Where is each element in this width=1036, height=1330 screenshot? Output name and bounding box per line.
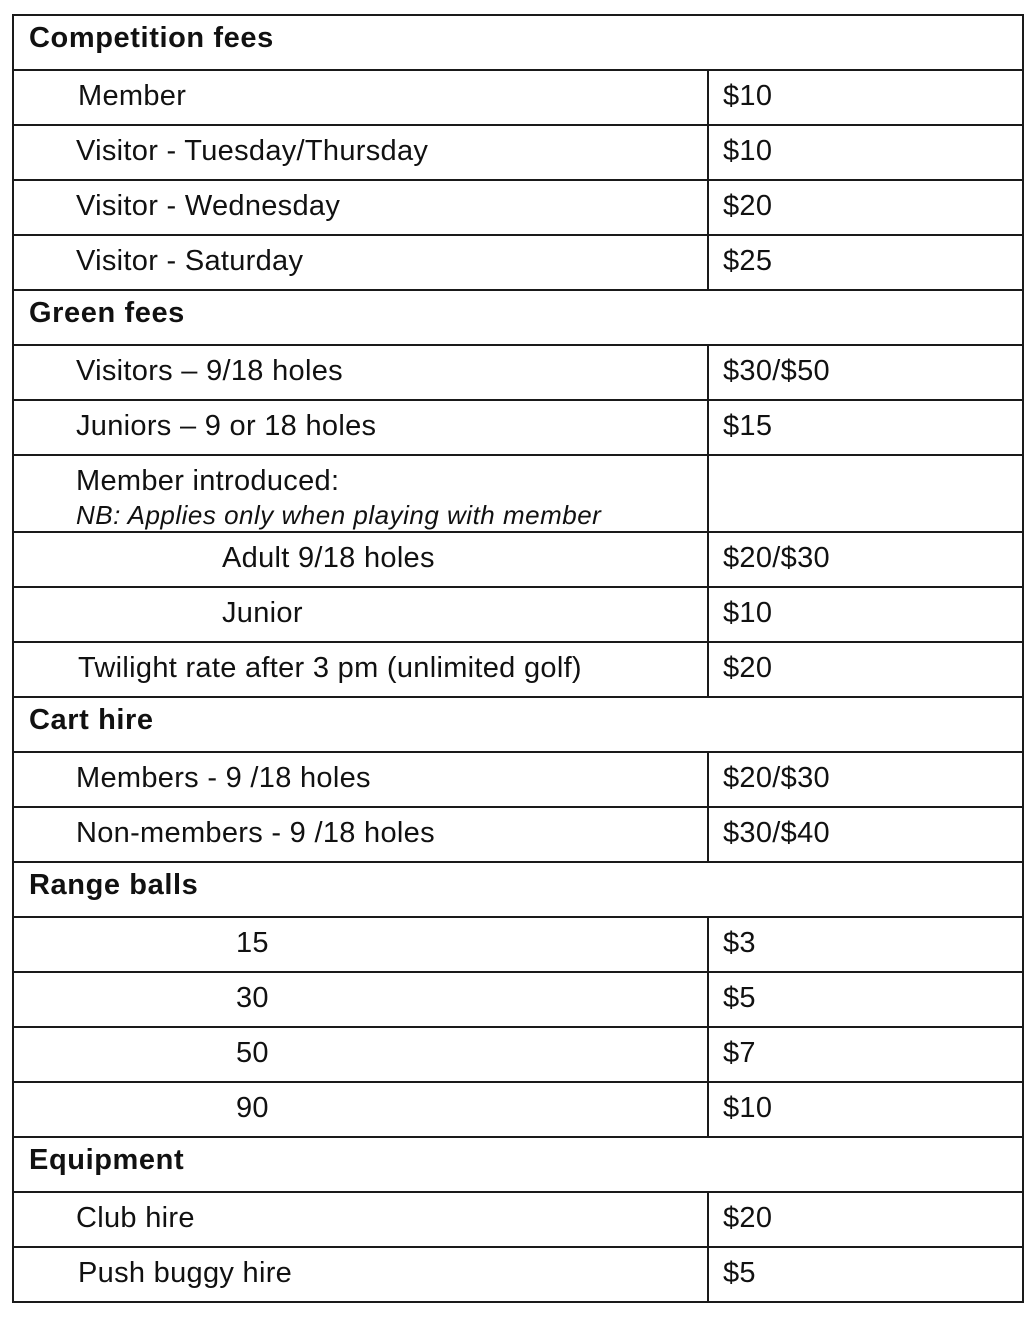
table-row — [13, 455, 1023, 532]
table-row — [13, 1082, 1023, 1137]
row-label: Junior — [13, 587, 708, 642]
table-row — [13, 1192, 1023, 1247]
table-row — [13, 125, 1023, 180]
row-price: $10 — [708, 587, 1023, 642]
row-label: 15 — [13, 917, 708, 972]
row-price: $20 — [708, 1192, 1023, 1247]
section-header-row — [13, 697, 1023, 752]
table-row — [13, 532, 1023, 587]
row-note: NB: Applies only when playing with member — [76, 500, 602, 530]
section-title-green-fees: Green fees — [13, 290, 1023, 345]
table-row — [13, 752, 1023, 807]
row-label: Push buggy hire — [13, 1247, 708, 1302]
section-header-row — [13, 290, 1023, 345]
section-title-equipment: Equipment — [13, 1137, 1023, 1192]
table-row — [13, 235, 1023, 290]
section-title-range-balls: Range balls — [13, 862, 1023, 917]
section-header-row — [13, 862, 1023, 917]
row-label: Non-members - 9 /18 holes — [13, 807, 708, 862]
row-label: Visitor - Saturday — [13, 235, 708, 290]
section-title-competition-fees: Competition fees — [13, 15, 1023, 70]
row-price: $10 — [708, 70, 1023, 125]
row-label: Member introduced: — [76, 465, 340, 497]
table-row — [13, 400, 1023, 455]
table-row — [13, 917, 1023, 972]
row-label: 90 — [13, 1082, 708, 1137]
row-label: Members - 9 /18 holes — [13, 752, 708, 807]
row-label: Twilight rate after 3 pm (unlimited golf) — [13, 642, 708, 697]
row-price: $25 — [708, 235, 1023, 290]
row-price: $30/$50 — [708, 345, 1023, 400]
row-price: $5 — [708, 972, 1023, 1027]
section-header-row — [13, 1137, 1023, 1192]
row-price: $10 — [708, 125, 1023, 180]
table-row — [13, 180, 1023, 235]
row-price: $20/$30 — [708, 532, 1023, 587]
row-price: $15 — [708, 400, 1023, 455]
row-label-group — [13, 455, 708, 532]
row-label: Member — [13, 70, 708, 125]
row-price: $30/$40 — [708, 807, 1023, 862]
row-price: $20/$30 — [708, 752, 1023, 807]
row-price: $7 — [708, 1027, 1023, 1082]
fees-table — [12, 14, 1024, 1303]
table-row — [13, 587, 1023, 642]
table-row — [13, 642, 1023, 697]
section-header-row — [13, 15, 1023, 70]
row-price: $10 — [708, 1082, 1023, 1137]
row-price: $5 — [708, 1247, 1023, 1302]
row-label: Visitor - Wednesday — [13, 180, 708, 235]
row-price: $3 — [708, 917, 1023, 972]
row-label: Visitor - Tuesday/Thursday — [13, 125, 708, 180]
row-label: Club hire — [13, 1192, 708, 1247]
table-row — [13, 972, 1023, 1027]
row-label: Adult 9/18 holes — [13, 532, 708, 587]
table-row — [13, 807, 1023, 862]
row-label: Juniors – 9 or 18 holes — [13, 400, 708, 455]
row-price — [708, 455, 1023, 532]
table-row — [13, 345, 1023, 400]
row-price: $20 — [708, 642, 1023, 697]
row-label: 30 — [13, 972, 708, 1027]
table-row — [13, 1027, 1023, 1082]
row-price: $20 — [708, 180, 1023, 235]
row-label: 50 — [13, 1027, 708, 1082]
row-label: Visitors – 9/18 holes — [13, 345, 708, 400]
table-row — [13, 70, 1023, 125]
table-row — [13, 1247, 1023, 1302]
section-title-cart-hire: Cart hire — [13, 697, 1023, 752]
